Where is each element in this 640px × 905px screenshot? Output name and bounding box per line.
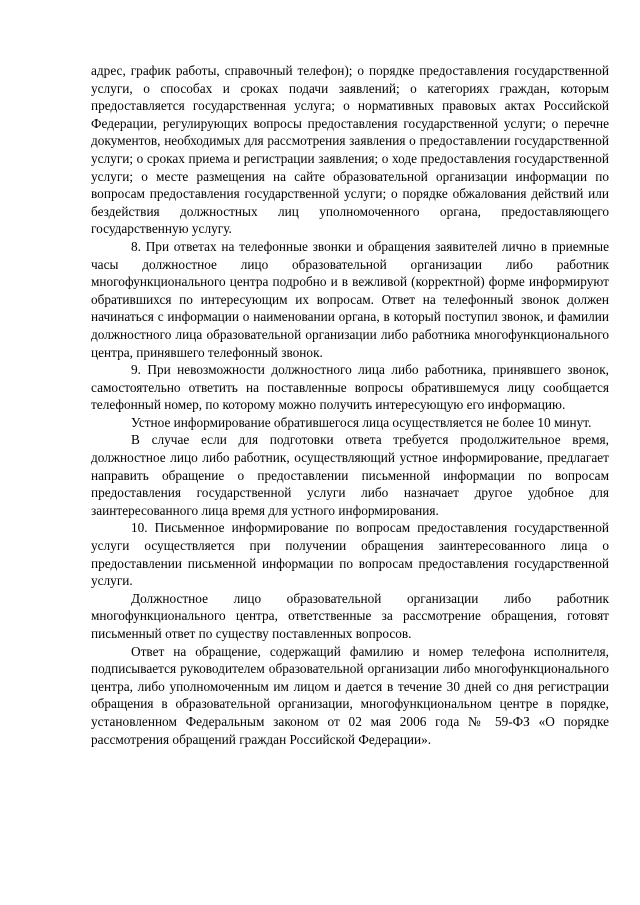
paragraph-long-answer: В случае если для подготовки ответа требуется продолжительное время, должностное лицо либо работник, осуществляющий устное информирование, предлагает направить обращение о предоставлении письменной информации по вопросам предоставления государственной услуги либо назначает другое удобное для заинтересованного лица время для устного информирования. [91,432,609,518]
paragraph-item-9: 9. При невозможности должностного лица либо работника, принявшего звонок, самостоятельно ответить на поставленные вопросы обратившемуся лицу сообщается телефонный номер, по которому можно получить интересующую его информацию. [91,362,609,413]
paragraph-item-10: 10. Письменное информирование по вопросам предоставления государственной услуги осуществляется при получении обращения заинтересованного лица о предоставлении письменной информации по вопросам предоставления государственной услуги. [91,520,609,589]
paragraph-item-8: 8. При ответах на телефонные звонки и обращения заявителей лично в приемные часы должностное лицо образовательной организации либо работник многофункционального центра подробно и в вежливой (корректной) форме информируют обратившихся по интересующим их вопросам. Ответ на телефонный звонок должен начинаться с информации о наименовании органа, в который поступил звонок, и фамилии должностного лица образовательной организации либо работника многофункционального центра, принявшего телефонный звонок. [91,238,609,360]
paragraph-written-answer: Должностное лицо образовательной организации либо работник многофункционального центра, ответственные за рассмотрение обращения, готовят письменный ответ по существу поставленных вопросов. [91,590,609,641]
paragraph-oral-duration: Устное информирование обратившегося лица осуществляется не более 10 минут. [131,414,592,430]
paragraph-answer-signature: Ответ на обращение, содержащий фамилию и номер телефона исполнителя, подписывается руководителем образовательной организации либо многофункционального центра, либо уполномоченным им лицом и дается в течение 30 дней со дня регистрации обращения в образовательной организации, многофункциональном центре в порядке, установленном Федеральным законом от 02 мая 2006 года № 59-ФЗ «О порядке рассмотрения обращений граждан Российской Федерации». [91,643,609,747]
document-page [91,62,609,748]
paragraph-continuation: адрес, график работы, справочный телефон); о порядке предоставления государственной услуги, о способах и сроках подачи заявлений; о категориях граждан, которым предоставляется государственная услуга; о нормативных правовых актах Российской Федерации, регулирующих вопросы предоставления государственной услуги; о перечне документов, необходимых для рассмотрения заявления о предоставлении государственной услуги; о сроках приема и регистрации заявления; о ходе предоставления государственной услуги; о месте размещения на сайте образовательной организации информации по вопросам предоставления государственной услуги; о порядке обжалования действий или бездействия должностных лиц уполномоченного органа, предоставляющего государственную услугу. [91,63,609,237]
